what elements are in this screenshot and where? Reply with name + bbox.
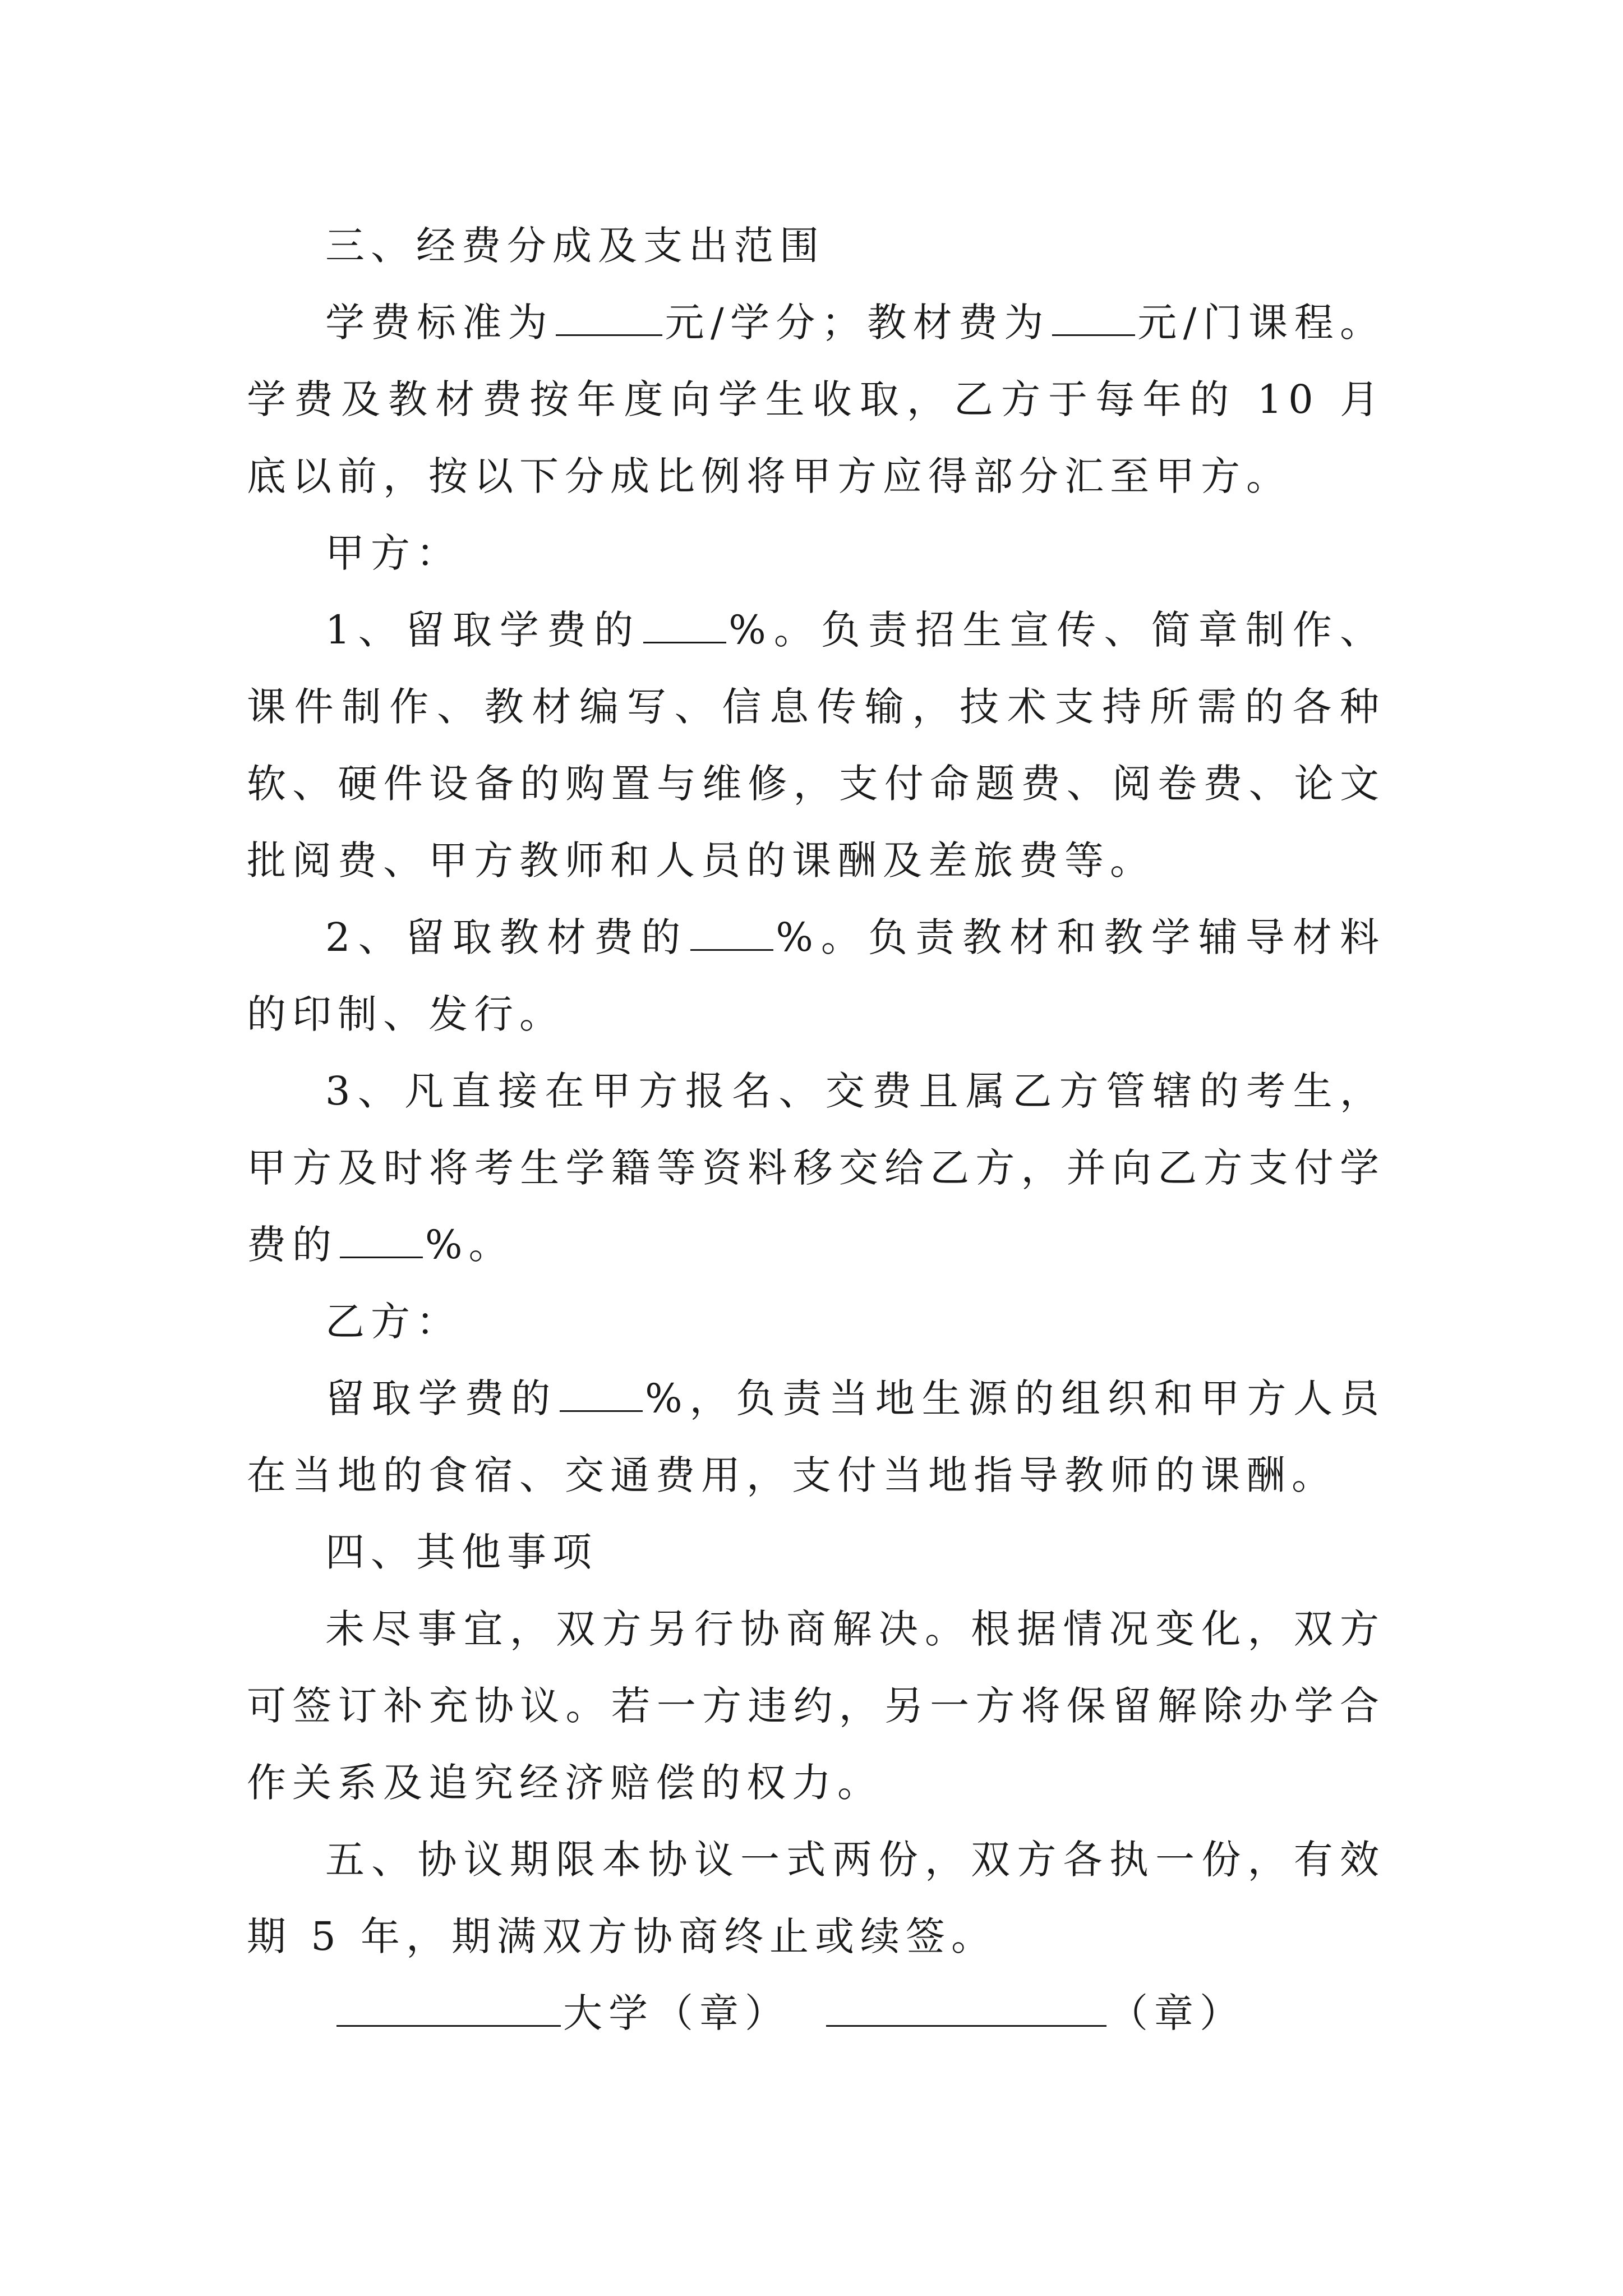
- textbook-fee-blank: [1052, 299, 1135, 336]
- a2-text-1: 2、留取教材费的: [325, 914, 689, 960]
- a3-text-2: %。: [425, 1222, 514, 1268]
- document-body: [247, 208, 1385, 2052]
- b-text-1: 留取学费的: [325, 1375, 558, 1421]
- party-a-item-2: [247, 899, 1385, 1053]
- a3-text-1: 3、凡直接在甲方报名、交费且属乙方管辖的考生，甲方及时将考生学籍等资料移交给乙方，并向乙方支付学费的: [247, 1068, 1385, 1268]
- party-b-label: 乙方：: [325, 1299, 462, 1345]
- section-4-heading: 四、其他事项: [325, 1529, 598, 1575]
- fee-text-1: 学费标准为: [325, 300, 554, 346]
- b-percent-blank: [560, 1375, 643, 1412]
- fee-text-2: 元/学分；教材费为: [665, 300, 1050, 346]
- a3-percent-blank: [340, 1221, 423, 1258]
- a2-text-2: %。负责教材和教学辅导材料的印制、发行。: [247, 914, 1385, 1037]
- section-5-text: 五、协议期限本协议一式两份，双方各执一份，有效期 5 年，期满双方协商终止或续签。: [247, 1837, 1385, 1959]
- university-seal-label: 大学（章）: [563, 1990, 790, 2036]
- partner-seal-label: （章）: [1109, 1990, 1245, 2036]
- party-a-label: 甲方：: [325, 530, 462, 576]
- b-text-2: %，负责当地生源的组织和甲方人员在当地的食宿、交通费用，支付当地指导教师的课酬。: [247, 1375, 1386, 1498]
- partner-name-blank: [826, 1990, 1106, 2027]
- a2-percent-blank: [690, 914, 773, 951]
- fee-text-3: 元/门课程。学费及教材费按年度向学生收取，乙方于每年的 10 月底以前，按以下分成比例将甲方应得部分汇至甲方。: [247, 300, 1385, 499]
- a1-percent-blank: [643, 606, 726, 643]
- signature-line: [247, 1975, 1385, 2052]
- a1-text-1: 1、留取学费的: [325, 607, 642, 653]
- party-a-item-1: [247, 592, 1385, 899]
- section-3-heading: 三、经费分成及支出范围: [325, 223, 825, 269]
- party-b-item: [247, 1360, 1385, 1514]
- fee-standard-paragraph: [247, 284, 1385, 515]
- party-a-item-3: [247, 1053, 1385, 1283]
- section-4-text: 未尽事宜，双方另行协商解决。根据情况变化，双方可签订补充协议。若一方违约，另一方将保留解除办学合作关系及追究经济赔偿的权力。: [247, 1606, 1385, 1806]
- tuition-blank: [556, 299, 662, 336]
- a1-text-2: %。负责招生宣传、简章制作、课件制作、教材编写、信息传输，技术支持所需的各种软、硬件设备的购置与维修，支付命题费、阅卷费、论文批阅费、甲方教师和人员的课酬及差旅费等。: [247, 607, 1385, 884]
- university-name-blank: [336, 1990, 561, 2027]
